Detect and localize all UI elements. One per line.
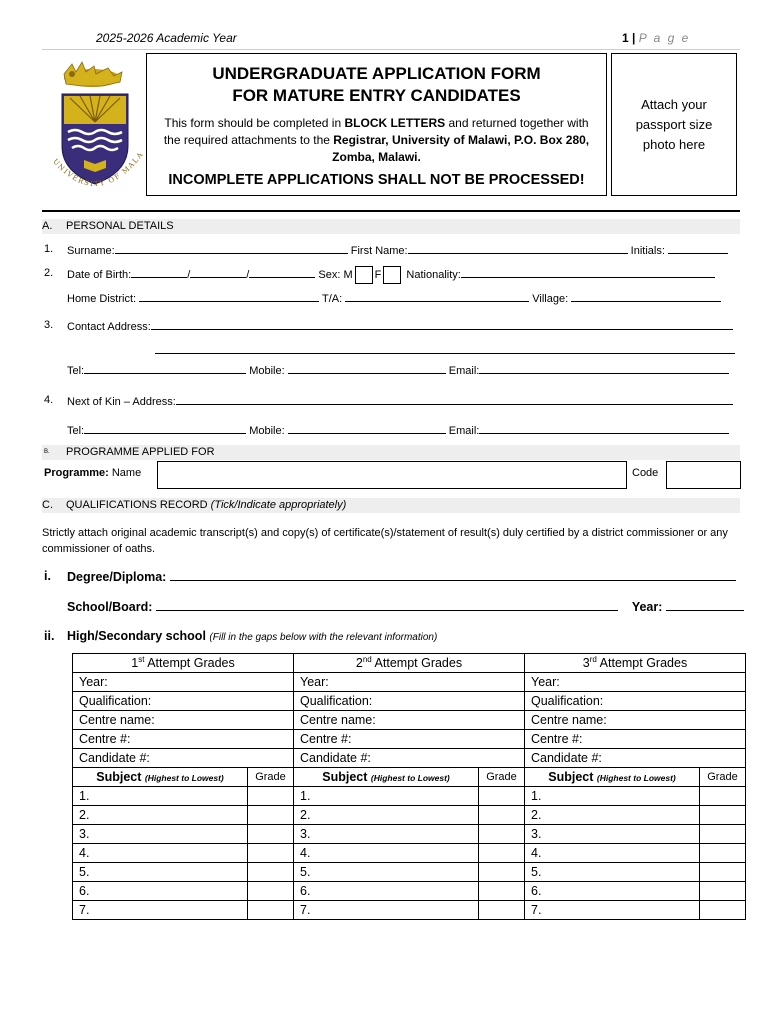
sex-m-checkbox[interactable] — [355, 266, 373, 284]
dob-label: Date of Birth: — [67, 268, 132, 281]
contact-address-label: Contact Address: — [67, 321, 151, 333]
next-of-kin-row — [67, 394, 733, 408]
surname-label: Surname: — [67, 245, 115, 257]
item-2-number: 2. — [44, 267, 54, 279]
tel-label: Tel: — [67, 365, 85, 377]
kin-email-field[interactable] — [479, 423, 729, 434]
grade-cell[interactable] — [479, 844, 525, 863]
section-c-title-note: (Tick/Indicate appropriately) — [210, 499, 347, 511]
dob-slash-1: / — [187, 268, 191, 281]
subject-cell[interactable]: 7. — [294, 901, 479, 920]
attempt-3-header: 3rd Attempt Grades — [525, 654, 746, 673]
attempt-3-centre-name-cell[interactable]: Centre name: — [525, 711, 746, 730]
ta-label: T/A: — [321, 293, 343, 305]
subject-cell[interactable]: 6. — [73, 882, 248, 901]
field-row-centre-number — [73, 730, 746, 749]
title-rule — [42, 210, 740, 212]
school-board-label: School/Board: — [67, 600, 153, 614]
attempt-1-header: 1st Attempt Grades — [73, 654, 294, 673]
sex-f-checkbox[interactable] — [383, 266, 401, 284]
attempt-2-grade-header: Grade — [479, 768, 525, 787]
section-c-title: QUALIFICATIONS RECORD — [66, 499, 208, 511]
form-title-box — [146, 53, 607, 196]
name-row — [67, 243, 728, 257]
attempt-2-subject-header: Subject (Highest to Lowest) — [294, 768, 479, 787]
grade-cell[interactable] — [700, 901, 746, 920]
first-name-label: First Name: — [350, 245, 408, 257]
attempt-1-centre-name-cell[interactable]: Centre name: — [73, 711, 294, 730]
grade-cell[interactable] — [700, 787, 746, 806]
item-4-number: 4. — [44, 394, 54, 406]
subject-cell[interactable]: 7. — [525, 901, 700, 920]
subject-cell[interactable]: 1. — [294, 787, 479, 806]
home-district-row — [67, 291, 721, 305]
programme-code-label: Code — [632, 467, 659, 479]
shield-icon — [62, 94, 128, 184]
table-row — [73, 806, 746, 825]
programme-label-row — [44, 467, 141, 479]
grade-cell[interactable] — [248, 806, 294, 825]
attempt-3-centre-number-cell[interactable]: Centre #: — [525, 730, 746, 749]
grade-cell[interactable] — [248, 787, 294, 806]
table-row — [73, 882, 746, 901]
subject-cell[interactable]: 6. — [294, 882, 479, 901]
dob-slash-2: / — [246, 268, 250, 281]
tel-field[interactable] — [84, 363, 246, 374]
hs-note: Fill in the gaps below with the relevant information — [212, 632, 434, 643]
contact-address-field-2[interactable] — [155, 353, 735, 354]
kin-mobile-label: Mobile: — [249, 425, 285, 437]
subject-cell[interactable]: 4. — [294, 844, 479, 863]
subject-cell[interactable]: 4. — [73, 844, 248, 863]
grade-cell[interactable] — [248, 901, 294, 920]
page-indicator — [622, 31, 690, 45]
form-instructions — [157, 115, 596, 166]
degree-field[interactable] — [170, 569, 736, 581]
subject-cell[interactable]: 5. — [525, 863, 700, 882]
grades-table — [72, 653, 746, 920]
email-field[interactable] — [479, 363, 729, 374]
section-b-letter: B. — [44, 449, 50, 455]
kin-tel-field[interactable] — [84, 423, 246, 434]
lion-crest-icon — [64, 62, 122, 87]
attempt-2-centre-number-cell[interactable]: Centre #: — [294, 730, 525, 749]
kin-tel-label: Tel: — [67, 425, 85, 437]
grade-cell[interactable] — [248, 863, 294, 882]
instr-registrar-address: Registrar, University of Malawi, P.O. Box 280, Zomba, Malawi. — [332, 133, 590, 164]
subject-cell[interactable]: 7. — [73, 901, 248, 920]
email-label: Email: — [448, 365, 480, 377]
subject-cell[interactable]: 2. — [294, 806, 479, 825]
degree-label: Degree/Diploma: — [67, 570, 167, 584]
school-year-label: Year: — [631, 600, 663, 614]
attempt-1-qualification-cell[interactable]: Qualification: — [73, 692, 294, 711]
table-row — [73, 825, 746, 844]
attempt-3-year-cell[interactable]: Year: — [525, 673, 746, 692]
kin-phone-row — [67, 423, 729, 437]
mobile-label: Mobile: — [249, 365, 285, 377]
hs-row — [67, 629, 437, 643]
subject-cell[interactable]: 5. — [73, 863, 248, 882]
subject-header-row — [73, 768, 746, 787]
attempt-1-subject-header: Subject (Highest to Lowest) — [73, 768, 248, 787]
attempt-1-grade-header: Grade — [248, 768, 294, 787]
dob-day-field[interactable] — [131, 267, 187, 278]
attempt-1-centre-number-cell[interactable]: Centre #: — [73, 730, 294, 749]
initials-field[interactable] — [668, 243, 728, 254]
attachment-instruction: Strictly attach original academic transcript(s) and copy(s) of certificate(s)/statement of result(s) duly certified by a district commissioner or any commissioner of oaths. — [42, 527, 728, 555]
subject-cell[interactable]: 3. — [525, 825, 700, 844]
school-board-row — [67, 599, 744, 614]
grade-cell[interactable] — [700, 825, 746, 844]
grade-cell[interactable] — [700, 863, 746, 882]
programme-code-input[interactable] — [666, 461, 741, 489]
grade-cell[interactable] — [479, 863, 525, 882]
instr-block-letters: BLOCK LETTERS — [344, 116, 446, 130]
subject-cell[interactable]: 4. — [525, 844, 700, 863]
section-a-header — [42, 219, 740, 234]
attempt-2-year-cell[interactable]: Year: — [294, 673, 525, 692]
dob-row — [67, 266, 715, 284]
page-word: P a g e — [638, 31, 691, 45]
subject-cell[interactable]: 1. — [73, 787, 248, 806]
hs-label: High/Secondary school — [67, 629, 206, 643]
subject-cell[interactable]: 3. — [73, 825, 248, 844]
section-b-title: PROGRAMME APPLIED FOR — [66, 446, 215, 458]
surname-field[interactable] — [115, 243, 348, 254]
grade-cell[interactable] — [479, 806, 525, 825]
instr-part-c: and returned together with the required attachments to the — [163, 116, 589, 147]
first-name-field[interactable] — [408, 243, 628, 254]
dob-month-field[interactable] — [190, 267, 246, 278]
contact-address-field[interactable] — [151, 319, 733, 330]
grade-cell[interactable] — [479, 901, 525, 920]
section-c-header — [42, 498, 740, 513]
programme-label: Programme: — [44, 467, 109, 479]
home-district-label: Home District: — [67, 293, 137, 305]
grade-cell[interactable] — [479, 882, 525, 901]
attempt-2-qualification-cell[interactable]: Qualification: — [294, 692, 525, 711]
table-row — [73, 787, 746, 806]
grade-cell[interactable] — [248, 844, 294, 863]
kin-mobile-field[interactable] — [288, 423, 446, 434]
attempt-3-grade-header: Grade — [700, 768, 746, 787]
subject-cell[interactable]: 5. — [294, 863, 479, 882]
nationality-field[interactable] — [461, 267, 715, 278]
grade-cell[interactable] — [700, 882, 746, 901]
sex-f-label: F — [374, 268, 382, 281]
item-ii-number: ii. — [44, 629, 55, 643]
attempt-3-qualification-cell[interactable]: Qualification: — [525, 692, 746, 711]
attempt-2-candidate-number-cell[interactable]: Candidate #: — [294, 749, 525, 768]
page-separator: | — [632, 31, 636, 45]
programme-name-label: Name — [111, 467, 142, 479]
grade-cell[interactable] — [479, 825, 525, 844]
kin-email-label: Email: — [448, 425, 480, 437]
field-row-candidate-number — [73, 749, 746, 768]
page-number: 1 — [622, 31, 629, 45]
attempt-2-centre-name-cell[interactable]: Centre name: — [294, 711, 525, 730]
form-title-line2: FOR MATURE ENTRY CANDIDATES — [232, 86, 521, 105]
subject-cell[interactable]: 1. — [525, 787, 700, 806]
attempt-3-subject-header: Subject (Highest to Lowest) — [525, 768, 700, 787]
grade-cell[interactable] — [700, 844, 746, 863]
village-field[interactable] — [571, 291, 721, 302]
table-row — [73, 901, 746, 920]
next-of-kin-label: Next of Kin – Address: — [67, 396, 176, 408]
header-rule — [42, 49, 740, 50]
section-c-letter: C. — [42, 499, 53, 511]
programme-name-input[interactable] — [157, 461, 627, 489]
field-row-qualification — [73, 692, 746, 711]
section-b-header — [42, 445, 740, 460]
attempt-1-candidate-number-cell[interactable]: Candidate #: — [73, 749, 294, 768]
institution-arc-text: UNIVERSITY OF MALA — [51, 150, 146, 189]
grade-cell[interactable] — [248, 825, 294, 844]
subject-cell[interactable]: 2. — [525, 806, 700, 825]
degree-row — [67, 569, 736, 584]
item-3-number: 3. — [44, 319, 54, 331]
subject-cell[interactable]: 2. — [73, 806, 248, 825]
initials-label: Initials: — [630, 245, 665, 257]
incomplete-warning: INCOMPLETE APPLICATIONS SHALL NOT BE PROCESSED! — [168, 172, 585, 188]
field-row-centre-name — [73, 711, 746, 730]
passport-photo-box[interactable] — [611, 53, 737, 196]
item-i-number: i. — [44, 569, 51, 583]
photo-instruction: Attach your passport size photo here — [635, 96, 713, 152]
attempt-3-candidate-number-cell[interactable]: Candidate #: — [525, 749, 746, 768]
grade-cell[interactable] — [479, 787, 525, 806]
section-c-title-wrap — [66, 498, 346, 513]
table-row — [73, 844, 746, 863]
sex-m-label: Sex: M — [318, 268, 353, 281]
contact-phone-row — [67, 363, 729, 377]
form-title-line1: UNDERGRADUATE APPLICATION FORM — [212, 64, 541, 83]
contact-address-row — [67, 319, 733, 333]
school-board-field[interactable] — [156, 599, 618, 611]
subject-cell[interactable]: 3. — [294, 825, 479, 844]
attempt-1-year-cell[interactable]: Year: — [73, 673, 294, 692]
grade-cell[interactable] — [248, 882, 294, 901]
section-a-title: PERSONAL DETAILS — [66, 220, 174, 232]
nationality-label: Nationality: — [406, 268, 461, 281]
field-row-year — [73, 673, 746, 692]
dob-year-field[interactable] — [249, 267, 315, 278]
mobile-field[interactable] — [288, 363, 446, 374]
instr-part-a: This form should be completed in — [164, 116, 345, 130]
attempt-2-header: 2nd Attempt Grades — [294, 654, 525, 673]
village-label: Village: — [532, 293, 569, 305]
university-logo — [42, 60, 148, 196]
item-1-number: 1. — [44, 243, 54, 255]
next-of-kin-field[interactable] — [176, 394, 733, 405]
table-row — [73, 863, 746, 882]
grade-cell[interactable] — [700, 806, 746, 825]
home-district-field[interactable] — [139, 291, 319, 302]
ta-field[interactable] — [345, 291, 529, 302]
school-year-field[interactable] — [666, 599, 744, 611]
section-a-letter: A. — [42, 220, 53, 232]
subject-cell[interactable]: 6. — [525, 882, 700, 901]
hs-note-wrap: (Fill in the gaps below with the relevant information) — [209, 632, 438, 643]
academic-year: 2025-2026 Academic Year — [96, 31, 237, 45]
attempt-header-row — [73, 654, 746, 673]
